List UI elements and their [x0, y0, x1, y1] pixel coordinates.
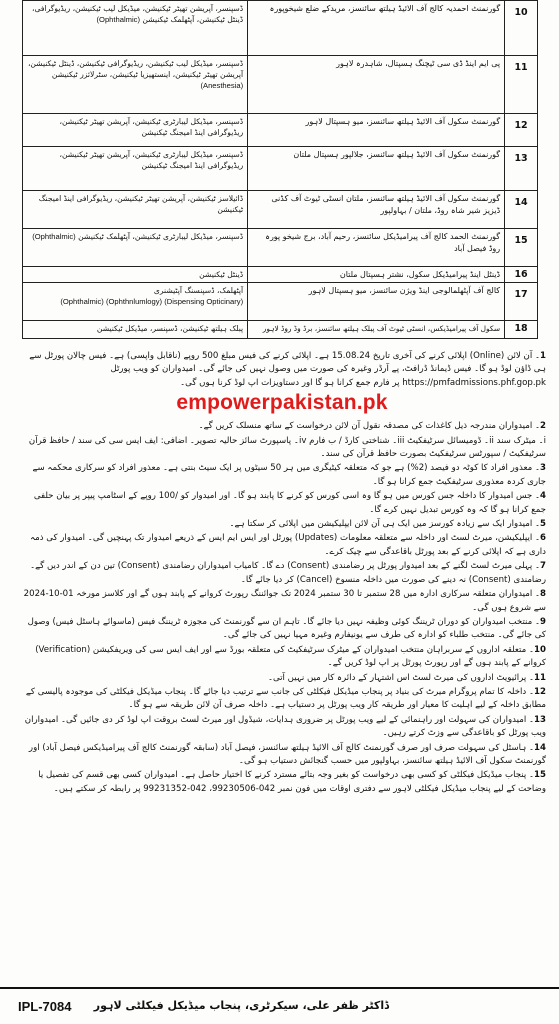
table-row — [23, 190, 537, 228]
row-number: 16 — [514, 269, 528, 280]
institution-cell: ڈینٹل اینڈ پیرامیڈیکل سکول، نشتر ہسپتال ملتان — [248, 267, 505, 282]
row-number: 13 — [514, 153, 528, 164]
footer — [0, 987, 559, 1024]
table-row — [23, 0, 537, 55]
row-number: 14 — [514, 197, 528, 208]
instruction-item: i۔ میٹرک سند ii۔ ڈومیسائل سرٹیفکیٹ iii۔ شناختی کارڈ / ب فارم iv۔ پاسپورٹ سائز حالیہ تصویر۔ اضافی: ایف ایس سی کی سند / حافظ قرآن سرٹیفکیٹ / سپورٹس سرٹیفکیٹ بصورت حافظ قرآن کی سند۔ — [28, 435, 546, 460]
instruction-item: 2۔ امیدواران مندرجہ ذیل کاغذات کی مصدقہ نقول آن لائن درخواست کے ساتھ منسلک کریں گے۔ — [198, 421, 546, 432]
instruction-item: 3۔ معذور افراد کا کوٹہ دو فیصد (2%) ہے جو کہ متعلقہ کیٹیگری میں ہر 50 سیٹوں پر ایک سیٹ بنتی ہے۔ معذور افراد کو سرکاری محکمہ سے جاری کردہ معذوری سرٹیفکیٹ جمع کرانا ہو گا۔ — [32, 463, 546, 487]
instruction-item: 11۔ پرائیویٹ اداروں کی میرٹ لسٹ اس اشتہار کے دائرہ کار میں نہیں آتی۔ — [267, 672, 546, 683]
row-number: 15 — [514, 235, 528, 246]
instructions-list — [18, 350, 546, 797]
instruction-item: 6۔ ایپلیکیشن، میرٹ لسٹ اور داخلہ سے متعلقہ معلومات (Updates) پورٹل اور ایس ایم ایس کے ذریعے امیدوار تک پہنچیں گی۔ امیدوار کی ذمہ داری ہے کہ اپلائی کرنے کے بعد پورٹل باقاعدگی سے چیک کرے۔ — [30, 533, 546, 557]
table-row — [23, 146, 537, 190]
instruction-item: 1۔ آن لائن (Online) اپلائی کرنے کی آخری تاریخ 15.08.24 ہے۔ اپلائی کرنے کی فیس مبلغ 500 روپے (ناقابل واپسی) ہے۔ فیس چالان پورٹل سے ہی ڈاؤن لوڈ ہو گا۔ فیس ڈیمانڈ ڈرافٹ، پے آرڈر وغیرہ کی صورت میں وصول نہیں کی جائے گی۔ امیدواران کو ویب پورٹل https://pmfadmissions.phf.gop.pk پر فارم جمع کرانا ہو گا اور دستاویزات اپ لوڈ کرنا ہوں گی۔ — [29, 351, 546, 388]
institution-cell: گورنمنٹ الحمد کالج آف پیرامیڈیکل سائنسز، رحیم آباد، برج شیخو پورہ روڈ فیصل آباد — [248, 229, 505, 266]
courses-cell: ڈسپنسر، میڈیکل لیبارٹری ٹیکنیشن، آپریشن تھیٹر ٹیکنیشن، ریڈیوگرافی اینڈ امیجنگ ٹیکنیشن — [23, 114, 248, 146]
instruction-item: 10۔ متعلقہ اداروں کے سربراہان منتخب امیدواران کے میٹرک سرٹیفکیٹ کی متعلقہ بورڈ سے اور ایف ایس سی کی ویریفکیشن (Verification) کروانے کے پابند ہوں گے اور رپورٹ پورٹل پر اپ لوڈ کریں گے۔ — [35, 644, 546, 669]
instruction-item: 15۔ پنجاب میڈیکل فیکلٹی کو کسی بھی درخواست کو بغیر وجہ بتائے مسترد کرنے کا اختیار حاصل ہے۔ امیدواران کسی بھی قسم کی تفصیل یا وضاحت کے لیے پنجاب میڈیکل فیکلٹی لاہور سے دفتری اوقات میں فون نمبر 042-99230506، 042-99231352 پر رابطہ کر سکتے ہیں۔ — [38, 770, 546, 794]
institution-cell: کالج آف آپٹھلمالوجی اینڈ ویژن سائنسز، میو ہسپتال لاہور — [248, 283, 505, 320]
row-number: 18 — [514, 323, 528, 334]
instruction-item: 13۔ امیدواران کی سہولت اور راہنمائی کے لیے ویب پورٹل پر ضروری ہدایات، شیڈول اور میرٹ لسٹ بروقت اپ لوڈ کر دی جائیں گی۔ امیدواران ویب پورٹل کو باقاعدگی سے وزٹ کرتے رہیں۔ — [24, 714, 546, 739]
institution-cell: پی ایم اینڈ ڈی سی ٹیچنگ ہسپتال، شاہدرہ لاہور — [248, 56, 505, 113]
institution-cell: گورنمنٹ سکول آف الائیڈ ہیلتھ سائنسز، ملتان انسٹی ٹیوٹ آف کڈنی ڈیزیز شیر شاہ روڈ، ملتان / بہاولپور — [248, 191, 505, 228]
row-number: 11 — [514, 62, 528, 73]
courses-cell: ڈائیلاسز ٹیکنیشن، آپریشن تھیٹر ٹیکنیشن، ریڈیوگرافی اینڈ امیجنگ ٹیکنیشن — [23, 191, 248, 228]
signature-line: ڈاکٹر ظفر علی، سیکرٹری، پنجاب میڈیکل فیکلٹی لاہور — [93, 999, 389, 1012]
institution-cell: گورنمنٹ سکول آف الائیڈ ہیلتھ سائنسز، جلالپور ہسپتال ملتان — [248, 147, 505, 190]
row-number: 17 — [514, 289, 528, 300]
instruction-item: 4۔ جس امیدوار کا داخلہ جس کورس میں ہو گا وہ اسی کورس کو کرنے کا پابند ہو گا۔ اور امیدوار کو /100 روپے کے اسٹامپ پیپر پر بیان حلفی جمع کرانا ہو گا کہ وہ کورس تبدیل نہیں کرے گا۔ — [33, 491, 546, 515]
institution-cell: گورنمنٹ سکول آف الائیڈ ہیلتھ سائنسز، میو ہسپتال لاہور — [248, 114, 505, 146]
instruction-item: 9۔ منتخب امیدواران کو دوران ٹریننگ کوئی وظیفہ نہیں دیا جائے گا۔ تاہم ان سے گورنمنٹ کی مجوزہ ٹریننگ فیس (ماسوائے ہاسٹل فیس) وصول کی جائے گی۔ منتخب طلباء کو ادارہ کی طرف سے یونیفارم وغیرہ مہیا نہیں کی جائے گی۔ — [27, 616, 546, 641]
courses-cell: آپٹھلمک، ڈسپنسنگ آپٹیشنری (Ophthalmic) (Ophthnlumlogy) (Dispensing Opticinary) — [23, 283, 248, 320]
instruction-item: 12۔ داخلہ کا تمام پروگرام میرٹ کی بنیاد پر پنجاب میڈیکل فیکلٹی کی جانب سے ترتیب دیا جائے گا۔ پنجاب میڈیکل فیکلٹی کی موجودہ پالیسی کے مطابق داخلہ کے لیے اہلیت کا معیار اور طریقہ کار ویب پورٹل پر دستیاب ہے۔ داخلہ صرف آن لائن طریقہ سے ہو گا۔ — [25, 686, 546, 711]
instruction-item: 5۔ امیدوار ایک سے زیادہ کورسز میں ایک ہی آن لائن ایپلیکیشن میں اپلائی کر سکتا ہے۔ — [229, 519, 546, 530]
table-row — [23, 266, 537, 282]
courses-cell: ڈسپنسر، میڈیکل لیبارٹری ٹیکنیشن، آپریشن تھیٹر ٹیکنیشن، ریڈیوگرافی اینڈ امیجنگ ٹیکنیشن — [23, 147, 248, 190]
courses-cell: پبلک ہیلتھ ٹیکنیشن، ڈسپنسر، میڈیکل ٹیکنیشن — [23, 321, 248, 338]
row-number: 10 — [514, 7, 528, 18]
institution-cell: گورنمنٹ احمدیہ کالج آف الائیڈ ہیلتھ سائنسز، مریدکے ضلع شیخوپورہ — [248, 1, 505, 55]
table-row — [23, 228, 537, 266]
courses-cell: ڈسپنسر، آپریشن تھیٹر ٹیکنیشن، میڈیکل لیب ٹیکنیشن، ریڈیوگرافی، ڈینٹل ٹیکنیشن، آپٹھلمک ٹیکنیشن (Ophthalmic) — [23, 1, 248, 55]
row-number: 12 — [514, 120, 528, 131]
table-row — [23, 282, 537, 320]
instruction-item: 7۔ پہلی میرٹ لسٹ لگنے کے بعد امیدوار پورٹل پر رضامندی (Consent) دے گا۔ کامیاب امیدواران رضامندی (Consent) تین دن کے اندر دیں گے۔ رضامندی (Consent) نہ دینے کی صورت میں داخلہ منسوخ (Cancel) کر دیا جائے گا۔ — [30, 561, 546, 585]
institutions-table — [22, 0, 538, 339]
courses-cell: ڈینٹل ٹیکنیشن — [23, 267, 248, 282]
courses-cell: ڈسپنسر، میڈیکل لیب ٹیکنیشن، ریڈیوگرافی ٹیکنیشن، ڈینٹل ٹیکنیشن، آپریشن تھیٹر ٹیکنیشن، اینستھیزیا ٹیکنیشن، سٹرلائزر ٹیکنیشن (Anesthesia) — [23, 56, 248, 113]
table-row — [23, 113, 537, 146]
courses-cell: ڈسپنسر، میڈیکل لیبارٹری ٹیکنیشن، آپٹھلمک ٹیکنیشن (Ophthalmic) — [23, 229, 248, 266]
watermark-text: empowerpakistan.pk — [176, 391, 388, 415]
instruction-item: 14۔ ہاسٹل کی سہولت صرف اور صرف گورنمنٹ کالج آف الائیڈ ہیلتھ سائنسز، فیصل آباد (سابقہ گورنمنٹ کالج آف پیرامیڈیکس فیصل آباد) اور گورنمنٹ سکول آف الائیڈ ہیلتھ سائنسز، بہاولپور میں حسب گنجائش دستیاب ہو گی۔ — [28, 742, 546, 766]
institution-cell: سکول آف پیرامیڈیکس، انسٹی ٹیوٹ آف پبلک ہیلتھ سائنسز، برڈ وڈ روڈ لاہور — [248, 321, 505, 338]
table-row — [23, 320, 537, 338]
instruction-item: 8۔ امیدواران متعلقہ سرکاری ادارہ میں 28 ستمبر تا 30 ستمبر 2024 تک جوائننگ رپورٹ کروانے کے پابند ہوں گے اور کلاسز مورخہ 01-10-2024 سے شروع ہوں گی۔ — [23, 589, 546, 613]
table-row — [23, 55, 537, 113]
ipl-number: IPL-7084 — [18, 999, 72, 1014]
